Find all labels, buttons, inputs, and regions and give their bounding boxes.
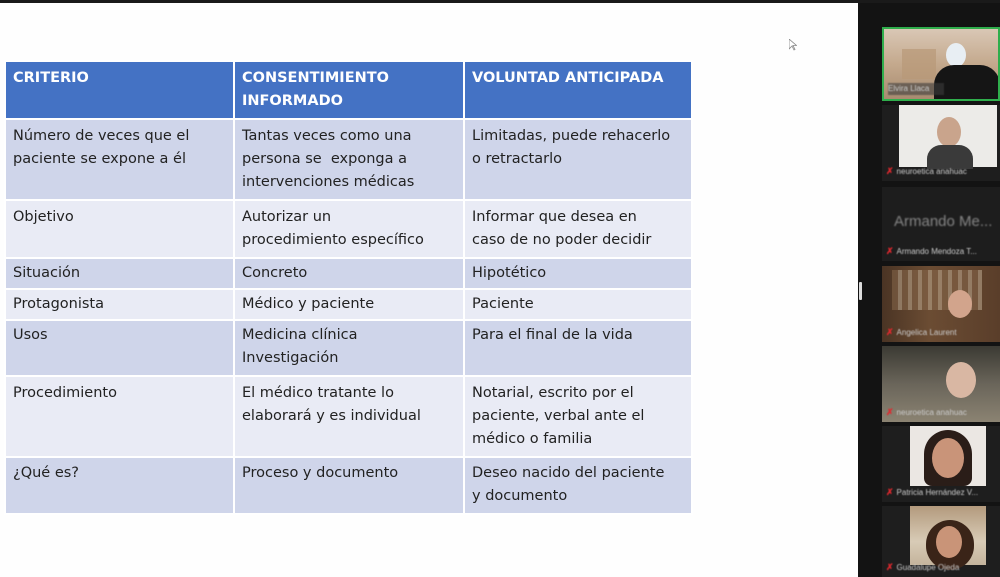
cell-text: Notarial, escrito por el [472, 385, 634, 401]
cell-text: Usos [13, 327, 48, 343]
participant-tile[interactable] [882, 506, 1000, 577]
cell-voluntad [464, 457, 692, 514]
table-header-row [5, 61, 692, 119]
mic-muted-icon: ✗ [886, 246, 894, 256]
cell-criterio [5, 457, 234, 514]
participant-tile[interactable] [882, 187, 1000, 261]
cell-consentimiento [234, 119, 464, 200]
participant-video [899, 105, 997, 167]
cell-text: Tantas veces como una [242, 128, 412, 144]
mic-muted-icon: ✗ [886, 327, 894, 337]
cell-text: Autorizar un [242, 209, 332, 225]
cell-text: Objetivo [13, 209, 74, 225]
cell-consentimiento [234, 200, 464, 258]
cell-text: o retractarlo [472, 151, 562, 167]
cell-text: Situación [13, 265, 81, 281]
participant-tile[interactable] [882, 27, 1000, 101]
table-row [5, 289, 692, 320]
cell-voluntad [464, 200, 692, 258]
cell-text: Hipotético [472, 265, 547, 281]
cell-text: Concreto [242, 265, 308, 281]
cell-consentimiento [234, 376, 464, 457]
participant-name-text: Elvira Llaca [888, 84, 930, 93]
participant-name [886, 561, 996, 573]
cell-voluntad [464, 289, 692, 320]
participant-tile[interactable] [882, 346, 1000, 422]
cell-text: Paciente [472, 296, 534, 312]
participant-name [888, 83, 944, 95]
participant-tile[interactable] [882, 105, 1000, 181]
comparison-table [4, 60, 693, 515]
cell-text: paciente se expone a él [13, 151, 186, 167]
cell-text: Investigación [242, 350, 339, 366]
cell-consentimiento [234, 258, 464, 289]
cell-consentimiento [234, 289, 464, 320]
cell-criterio [5, 258, 234, 289]
header-text: VOLUNTAD ANTICIPADA [472, 70, 664, 86]
mic-muted-icon: ✗ [886, 562, 894, 572]
panel-resize-handle[interactable] [859, 282, 862, 300]
mic-muted-icon: ✗ [886, 166, 894, 176]
participant-name [886, 486, 996, 498]
participant-name [886, 245, 996, 257]
table-row [5, 258, 692, 289]
table-row [5, 200, 692, 258]
participant-name-text: neuroetica anahuac [896, 408, 967, 417]
cell-text: El médico tratante lo [242, 385, 394, 401]
participant-display-name: Armando Me... [894, 213, 993, 230]
mouse-cursor-icon [789, 39, 797, 51]
cell-criterio [5, 289, 234, 320]
cell-voluntad [464, 376, 692, 457]
cell-text: y documento [472, 488, 568, 504]
cell-text: Limitadas, puede rehacerlo [472, 128, 671, 144]
participant-name-text: Patricia Hernández V... [896, 488, 979, 497]
header-voluntad [464, 61, 692, 119]
cell-text: Protagonista [13, 296, 104, 312]
cell-voluntad [464, 258, 692, 289]
cell-text: intervenciones médicas [242, 174, 415, 190]
participant-name-text: neuroetica anahuac [896, 167, 967, 176]
cell-consentimiento [234, 457, 464, 514]
header-criterio [5, 61, 234, 119]
table-row [5, 457, 692, 514]
table-row [5, 320, 692, 376]
cell-criterio [5, 320, 234, 376]
participant-video [910, 426, 986, 486]
table-row [5, 119, 692, 200]
participant-tile[interactable] [882, 426, 1000, 502]
participant-name [886, 165, 996, 177]
cell-text: médico o familia [472, 431, 593, 447]
mic-muted-icon: ✗ [886, 407, 894, 417]
cell-text: paciente, verbal ante el [472, 408, 645, 424]
cell-consentimiento [234, 320, 464, 376]
cell-text: Deseo nacido del paciente [472, 465, 665, 481]
cell-voluntad [464, 119, 692, 200]
cell-text: caso de no poder decidir [472, 232, 652, 248]
cell-text: procedimiento específico [242, 232, 424, 248]
cell-text: elaborará y es individual [242, 408, 421, 424]
cell-text: Médico y paciente [242, 296, 375, 312]
cell-text: Medicina clínica [242, 327, 358, 343]
cell-text: Informar que desea en [472, 209, 637, 225]
cell-text: Número de veces que el [13, 128, 190, 144]
participant-name [886, 406, 996, 418]
table-row [5, 376, 692, 457]
cell-text: Para el final de la vida [472, 327, 633, 343]
mic-muted-icon: ✗ [886, 487, 894, 497]
participant-tile[interactable] [882, 266, 1000, 342]
participant-name-text: Angelica Laurent [896, 328, 957, 337]
cell-criterio [5, 119, 234, 200]
cell-text: Proceso y documento [242, 465, 399, 481]
cell-text: Procedimiento [13, 385, 117, 401]
participant-name-text: Guadalupe Ojeda [896, 563, 960, 572]
participant-video [910, 506, 986, 565]
header-text: CONSENTIMIENTO [242, 70, 389, 86]
cell-criterio [5, 376, 234, 457]
cell-text: ¿Qué es? [13, 465, 80, 481]
participant-name-text: Armando Mendoza T... [896, 247, 977, 256]
header-consentimiento [234, 61, 464, 119]
cell-text: persona se exponga a [242, 151, 407, 167]
cell-voluntad [464, 320, 692, 376]
header-text: INFORMADO [242, 93, 343, 109]
header-text: CRITERIO [13, 70, 89, 86]
participant-name [886, 326, 996, 338]
cell-criterio [5, 200, 234, 258]
